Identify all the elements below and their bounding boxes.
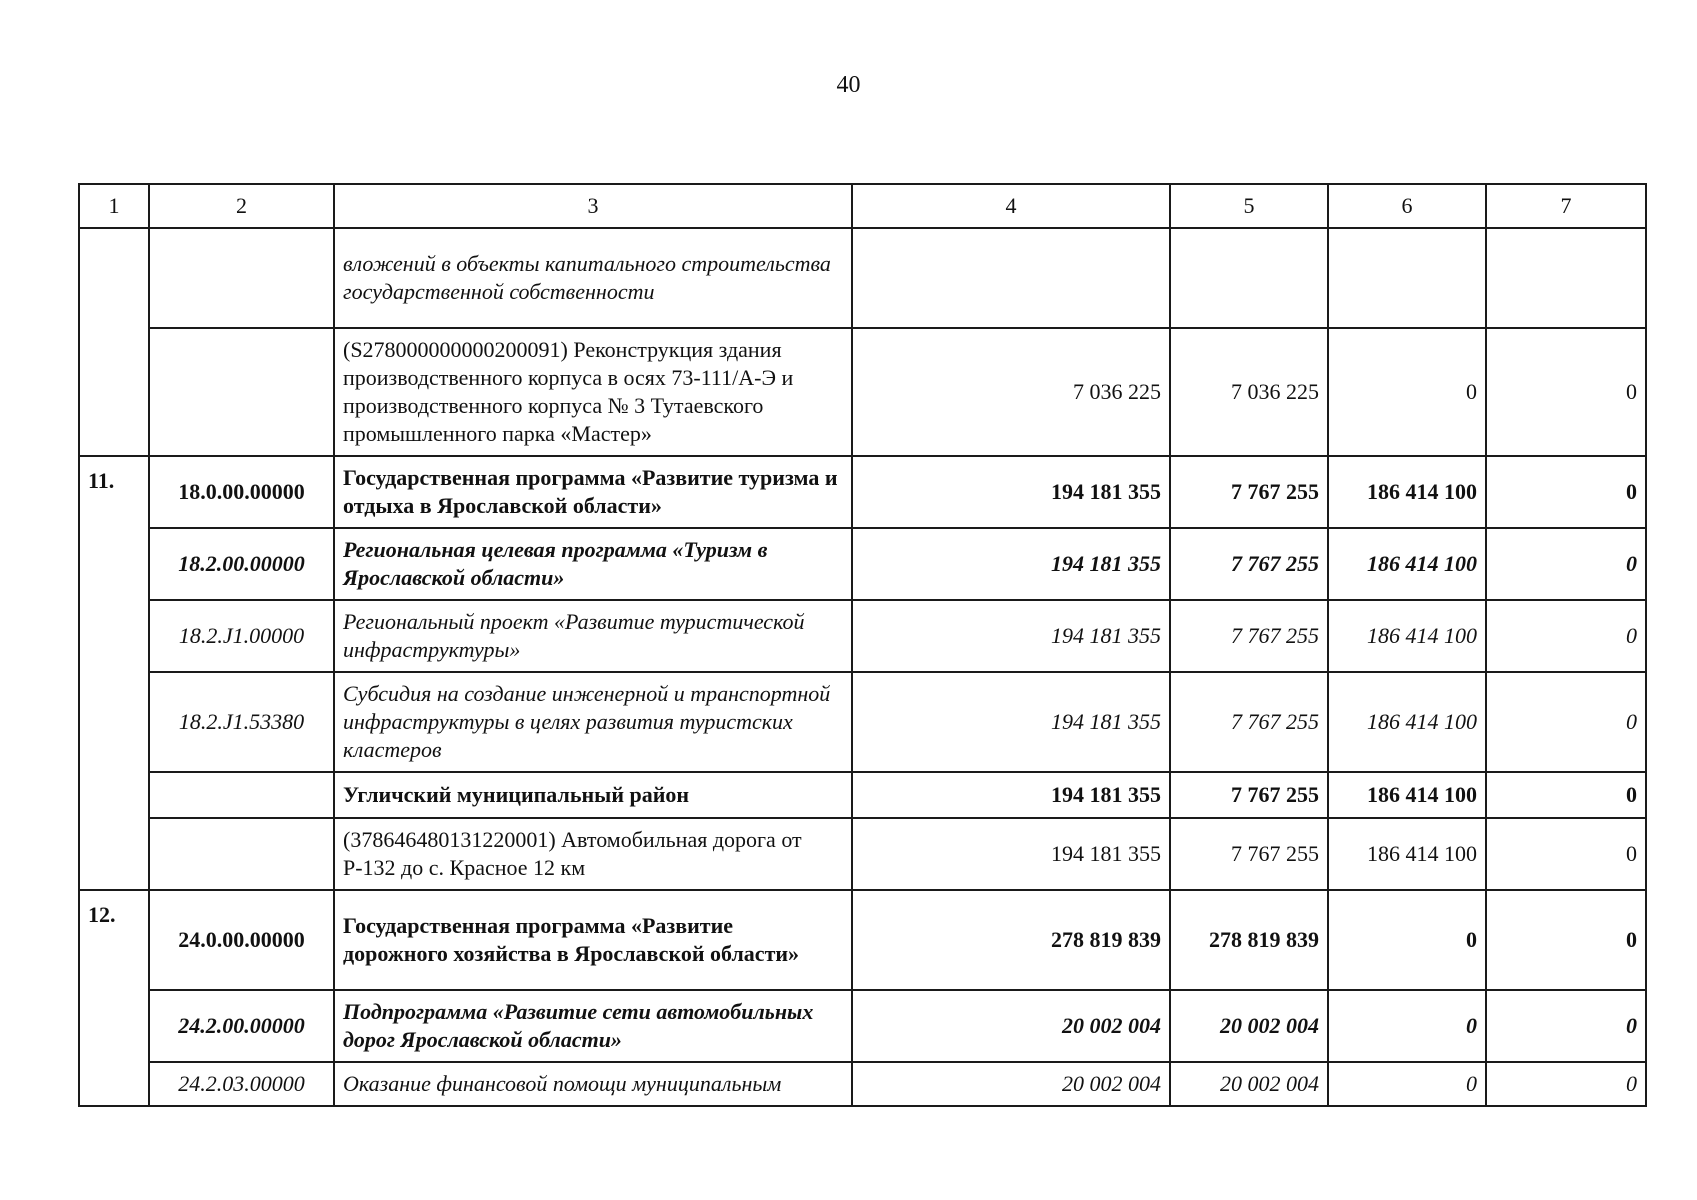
row-value-col4	[852, 228, 1170, 328]
row-value-col4: 20 002 004	[852, 990, 1170, 1062]
row-value-col5: 7 036 225	[1170, 328, 1328, 456]
row-name: вложений в объекты капитального строительства государственной собственности	[334, 228, 852, 328]
row-value-col5: 7 767 255	[1170, 528, 1328, 600]
table-row	[79, 600, 1646, 672]
row-value-col5: 278 819 839	[1170, 890, 1328, 990]
column-header-6: 6	[1328, 184, 1486, 228]
column-header-2: 2	[149, 184, 334, 228]
row-value-col4: 194 181 355	[852, 818, 1170, 890]
row-name: Оказание финансовой помощи муниципальным	[334, 1062, 852, 1106]
table-row	[79, 772, 1646, 818]
row-name: (S278000000000200091) Реконструкция здания производственного корпуса в осях 73-111/А-Э и производственного корпуса № 3 Тутаевского промышленного парка «Мастер»	[334, 328, 852, 456]
row-number: 12.	[79, 890, 149, 1106]
row-value-col7: 0	[1486, 772, 1646, 818]
page-number: 40	[836, 72, 861, 98]
row-value-col5: 7 767 255	[1170, 600, 1328, 672]
column-header-3: 3	[334, 184, 852, 228]
row-value-col6: 186 414 100	[1328, 818, 1486, 890]
row-value-col6	[1328, 228, 1486, 328]
row-value-col4: 194 181 355	[852, 672, 1170, 772]
row-code: 18.2.J1.53380	[149, 672, 334, 772]
column-header-4: 4	[852, 184, 1170, 228]
row-value-col7: 0	[1486, 456, 1646, 528]
row-value-col4: 20 002 004	[852, 1062, 1170, 1106]
budget-table	[78, 183, 1647, 1107]
column-header-1: 1	[79, 184, 149, 228]
row-value-col6: 186 414 100	[1328, 600, 1486, 672]
table-row	[79, 528, 1646, 600]
row-value-col4: 278 819 839	[852, 890, 1170, 990]
row-value-col6: 0	[1328, 328, 1486, 456]
row-value-col6: 0	[1328, 1062, 1486, 1106]
row-code: 18.0.00.00000	[149, 456, 334, 528]
row-value-col5: 20 002 004	[1170, 990, 1328, 1062]
row-value-col4: 194 181 355	[852, 456, 1170, 528]
row-code: 24.0.00.00000	[149, 890, 334, 990]
column-header-7: 7	[1486, 184, 1646, 228]
row-code	[149, 818, 334, 890]
column-header-5: 5	[1170, 184, 1328, 228]
row-number	[79, 228, 149, 456]
row-name: Угличский муниципальный район	[334, 772, 852, 818]
row-value-col5	[1170, 228, 1328, 328]
row-code	[149, 228, 334, 328]
row-value-col7: 0	[1486, 1062, 1646, 1106]
row-value-col7: 0	[1486, 600, 1646, 672]
row-code	[149, 328, 334, 456]
row-value-col7: 0	[1486, 818, 1646, 890]
row-code: 18.2.J1.00000	[149, 600, 334, 672]
row-value-col5: 7 767 255	[1170, 672, 1328, 772]
row-code: 18.2.00.00000	[149, 528, 334, 600]
row-value-col6: 186 414 100	[1328, 528, 1486, 600]
row-value-col4: 194 181 355	[852, 528, 1170, 600]
table-row	[79, 328, 1646, 456]
row-value-col7	[1486, 228, 1646, 328]
row-value-col4: 7 036 225	[852, 328, 1170, 456]
table-row	[79, 818, 1646, 890]
row-value-col6: 186 414 100	[1328, 672, 1486, 772]
row-code: 24.2.00.00000	[149, 990, 334, 1062]
row-name: Государственная программа «Развитие дорожного хозяйства в Ярославской области»	[334, 890, 852, 990]
table-row	[79, 228, 1646, 328]
row-value-col6: 186 414 100	[1328, 456, 1486, 528]
row-value-col6: 186 414 100	[1328, 772, 1486, 818]
table-row	[79, 672, 1646, 772]
table-row	[79, 990, 1646, 1062]
row-value-col5: 7 767 255	[1170, 818, 1328, 890]
row-value-col6: 0	[1328, 890, 1486, 990]
row-value-col7: 0	[1486, 672, 1646, 772]
table-row	[79, 1062, 1646, 1106]
row-value-col4: 194 181 355	[852, 600, 1170, 672]
row-value-col4: 194 181 355	[852, 772, 1170, 818]
row-value-col5: 7 767 255	[1170, 456, 1328, 528]
row-name: Государственная программа «Развитие туризма и отдыха в Ярославской области»	[334, 456, 852, 528]
row-name: Подпрограмма «Развитие сети автомобильных дорог Ярославской области»	[334, 990, 852, 1062]
row-code: 24.2.03.00000	[149, 1062, 334, 1106]
row-value-col5: 7 767 255	[1170, 772, 1328, 818]
row-value-col6: 0	[1328, 990, 1486, 1062]
row-value-col7: 0	[1486, 528, 1646, 600]
row-value-col5: 20 002 004	[1170, 1062, 1328, 1106]
table-header-row	[79, 184, 1646, 228]
row-value-col7: 0	[1486, 990, 1646, 1062]
row-value-col7: 0	[1486, 328, 1646, 456]
table-row	[79, 890, 1646, 990]
table-row	[79, 456, 1646, 528]
row-code	[149, 772, 334, 818]
row-value-col7: 0	[1486, 890, 1646, 990]
row-name: (378646480131220001) Автомобильная дорога от Р-132 до с. Красное 12 км	[334, 818, 852, 890]
row-name: Региональная целевая программа «Туризм в Ярославской области»	[334, 528, 852, 600]
row-number: 11.	[79, 456, 149, 890]
row-name: Субсидия на создание инженерной и транспортной инфраструктуры в целях развития туристских кластеров	[334, 672, 852, 772]
row-name: Региональный проект «Развитие туристической инфраструктуры»	[334, 600, 852, 672]
